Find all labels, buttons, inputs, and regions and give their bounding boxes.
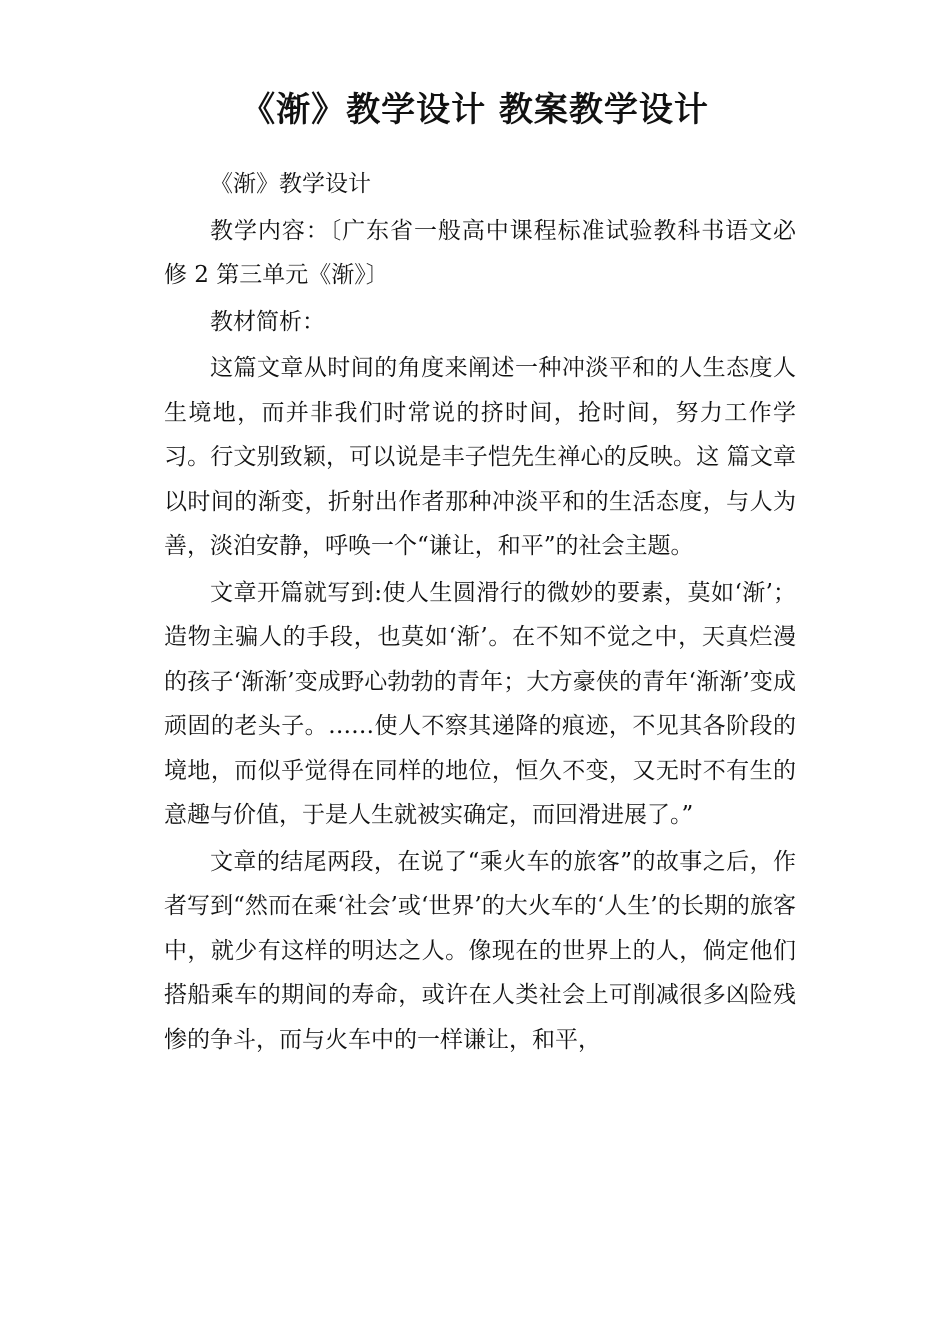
paragraph-analysis-heading: 教材简析： (210, 308, 325, 335)
paragraph-analysis-body: 这篇文章从时间的角度来阐述一种冲淡平和的人生态度人生境地，而并非我们时常说的挤时间，抢时间，努力工作学习。行文别致颖，可以说是丰子恺先生禅心的反映。这 篇文章以时间的渐变，折射出作者那种冲淡平和的生活态度，与人为善，淡泊安静，呼唤一个“谦让，和平”的社会主题。 (164, 355, 796, 559)
document-title: 《渐》教学设计 教案教学设计 (241, 90, 709, 130)
paragraph-teaching-content: 教学内容：〔广东省一般高中课程标准试验教科书语文必修 2 第三单元《渐》〕 (164, 217, 796, 288)
document-body (164, 162, 796, 1064)
paragraph-opening-quote: 文章开篇就写到:使人生圆滑行的微妙的要素，莫如‘渐’；造物主骗人的手段，也莫如‘渐’。在不知不觉之中，天真烂漫的孩子‘渐渐’变成野心勃勃的青年；大方豪侠的青年‘渐渐’变成顽固的老头子。……使人不察其递降的痕迹，不见其各阶段的境地，而似乎觉得在同样的地位，恒久不变，又无时不有生的意趣与价值，于是人生就被实确定，而回滑进展了。” (164, 579, 796, 828)
paragraph-subtitle: 《渐》教学设计 (210, 171, 371, 197)
paragraph-ending-quote: 文章的结尾两段，在说了“乘火车的旅客”的故事之后，作者写到“然而在乘‘社会’或‘世界’的大火车的‘人生’的长期的旅客中，就少有这样的明达之人。像现在的世界上的人，倘定他们搭船乘车的期间的寿命，或许在人类社会上可削减很多凶险残惨的争斗，而与火车中的一样谦让，和平， (164, 848, 796, 1053)
